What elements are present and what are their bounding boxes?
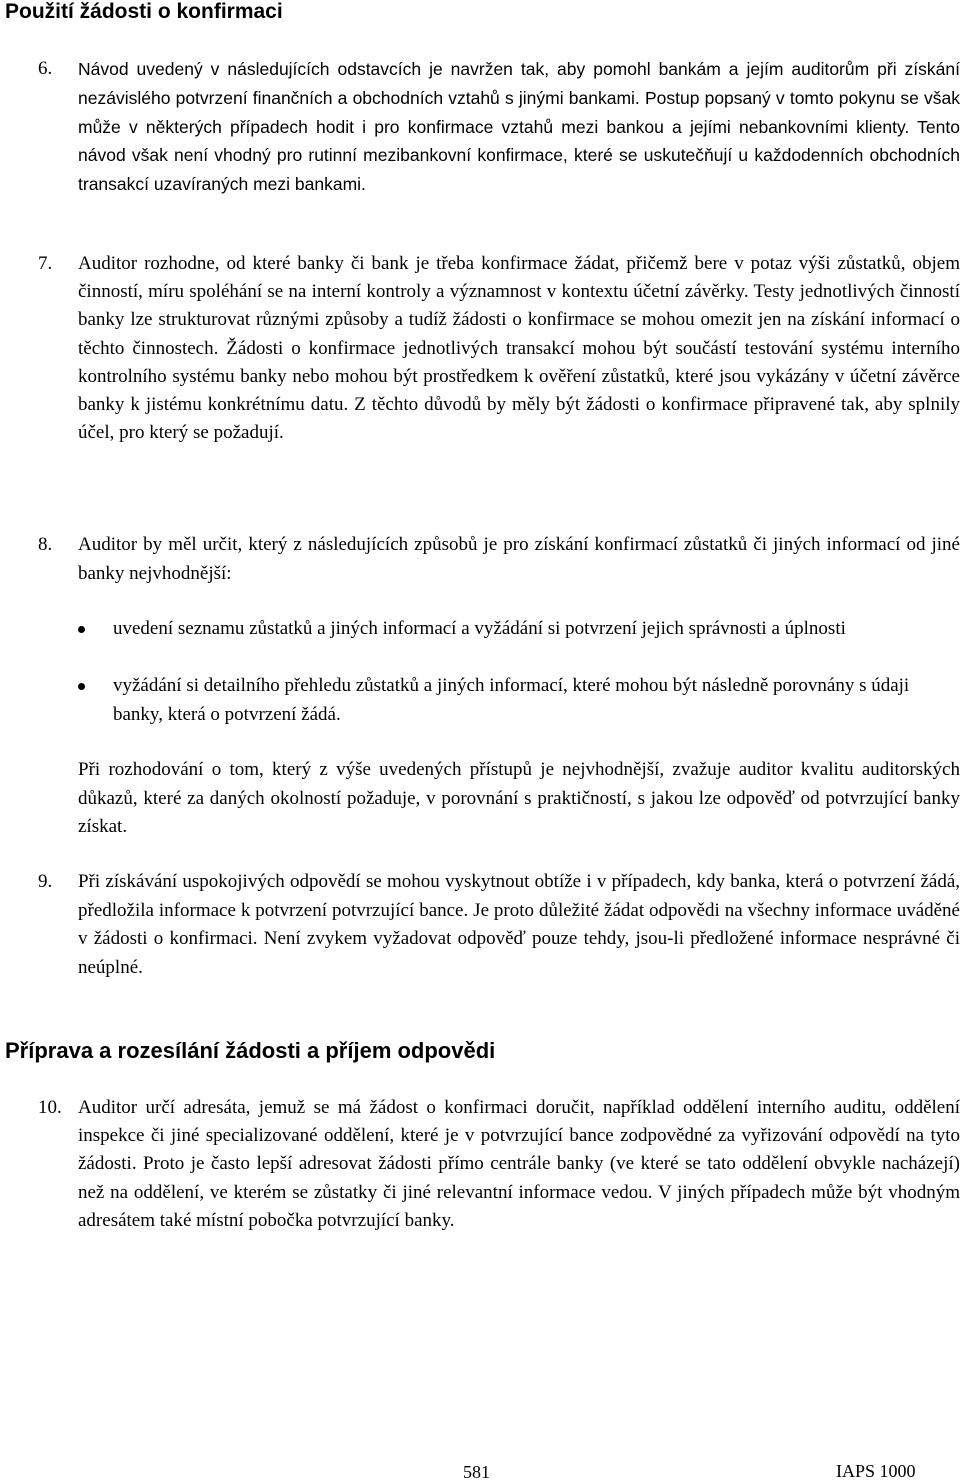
section-heading-preparation: Příprava a rozesílání žádosti a příjem odpovědi — [5, 1038, 496, 1063]
paragraph-number: 8. — [38, 534, 53, 555]
list-item-text: vyžádání si detailního přehledu zůstatků a jiných informací, které mohou být následně porovnány s údaji banky, která o potvrzení žádá. — [113, 675, 910, 725]
paragraph-text: Auditor rozhodne, od které banky či bank je třeba konfirmace žádat, přičemž bere v potaz výši zůstatků, objem činností, míru spoléhání se na interní kontroly a významnost v kontextu účetní závěrky. Testy jednotlivých činností banky lze strukturovat různými způsoby a tudíž žádosti o konfirmace se mohou omezit jen na získání informací o těchto činnostech. Žádosti o konfirmace jednotlivých transakcí mohou být součástí testování systému interního kontrolního systému banky nebo mohou být prostředkem k ověření zůstatků, které jsou vykázány v účetní závěrce banky k jistému konkrétnímu datu. Z těchto důvodů by měly být žádosti o konfirmace připravené tak, aby splnily účel, pro který se požadují. — [78, 253, 960, 444]
paragraph-text: Při získávání uspokojivých odpovědí se mohou vyskytnout obtíže i v případech, kdy banka, která o potvrzení žádá, předložila informace k potvrzení potvrzující bance. Je proto důležité žádat odpovědi na všechny informace uváděné v žádosti o konfirmaci. Není zvykem vyžadovat odpověď pouze tehdy, jsou-li předložené informace nesprávné či neúplné. — [78, 871, 960, 978]
page-number: 581 — [463, 1462, 490, 1482]
paragraph-text: Při rozhodování o tom, který z výše uvedených přístupů je nejvhodnější, zvažuje auditor kvalitu auditorských důkazů, které za daných okolností požaduje, v porovnání s praktičností, s jakou lze odpověď od potvrzující banky získat. — [78, 759, 960, 837]
bullet-icon — [78, 626, 85, 633]
paragraph-text: Auditor by měl určit, který z následujících způsobů je pro získání konfirmací zůstatků či jiných informací od jiné banky nejvhodnější: — [78, 534, 960, 584]
section-heading-confirmation-use: Použití žádosti o konfirmaci — [5, 0, 283, 23]
paragraph-text: Auditor určí adresáta, jemuž se má žádost o konfirmaci doručit, například oddělení interního auditu, oddělení inspekce či jiné specializované oddělení, které je v potvrzující bance zodpovědné za vyřizování odpovědí na tyto žádosti. Proto je často lepší adresovat žádosti přímo centrále banky (ve které se tato oddělení obvykle nacházejí) než na oddělení, ve kterém se zůstatky či jiné relevantní informace vedou. V jiných případech může být vhodným adresátem také místní pobočka potvrzující banky. — [78, 1097, 960, 1231]
paragraph-text: Návod uvedený v následujících odstavcích je navržen tak, aby pomohl bankám a jejím auditorům při získání nezávislého potvrzení finančních a obchodních vztahů s jinými bankami. Postup popsaný v tomto pokynu se však může v některých případech hodit i pro konfirmace vztahů mezi bankou a jejími nebankovními klienty. Tento návod však není vhodný pro rutinní mezibankovní konfirmace, které se uskutečňují u každodenních obchodních transakcí uzavíraných mezi bankami. — [78, 59, 960, 195]
bullet-icon — [78, 683, 85, 690]
paragraph-number: 6. — [38, 58, 53, 79]
paragraph-number: 9. — [38, 871, 53, 892]
document-id: IAPS 1000 — [836, 1461, 916, 1481]
list-item-text: uvedení seznamu zůstatků a jiných informací a vyžádání si potvrzení jejich správnosti a úplnosti — [113, 618, 846, 639]
paragraph-number: 7. — [38, 253, 53, 274]
paragraph-number: 10. — [38, 1097, 62, 1118]
